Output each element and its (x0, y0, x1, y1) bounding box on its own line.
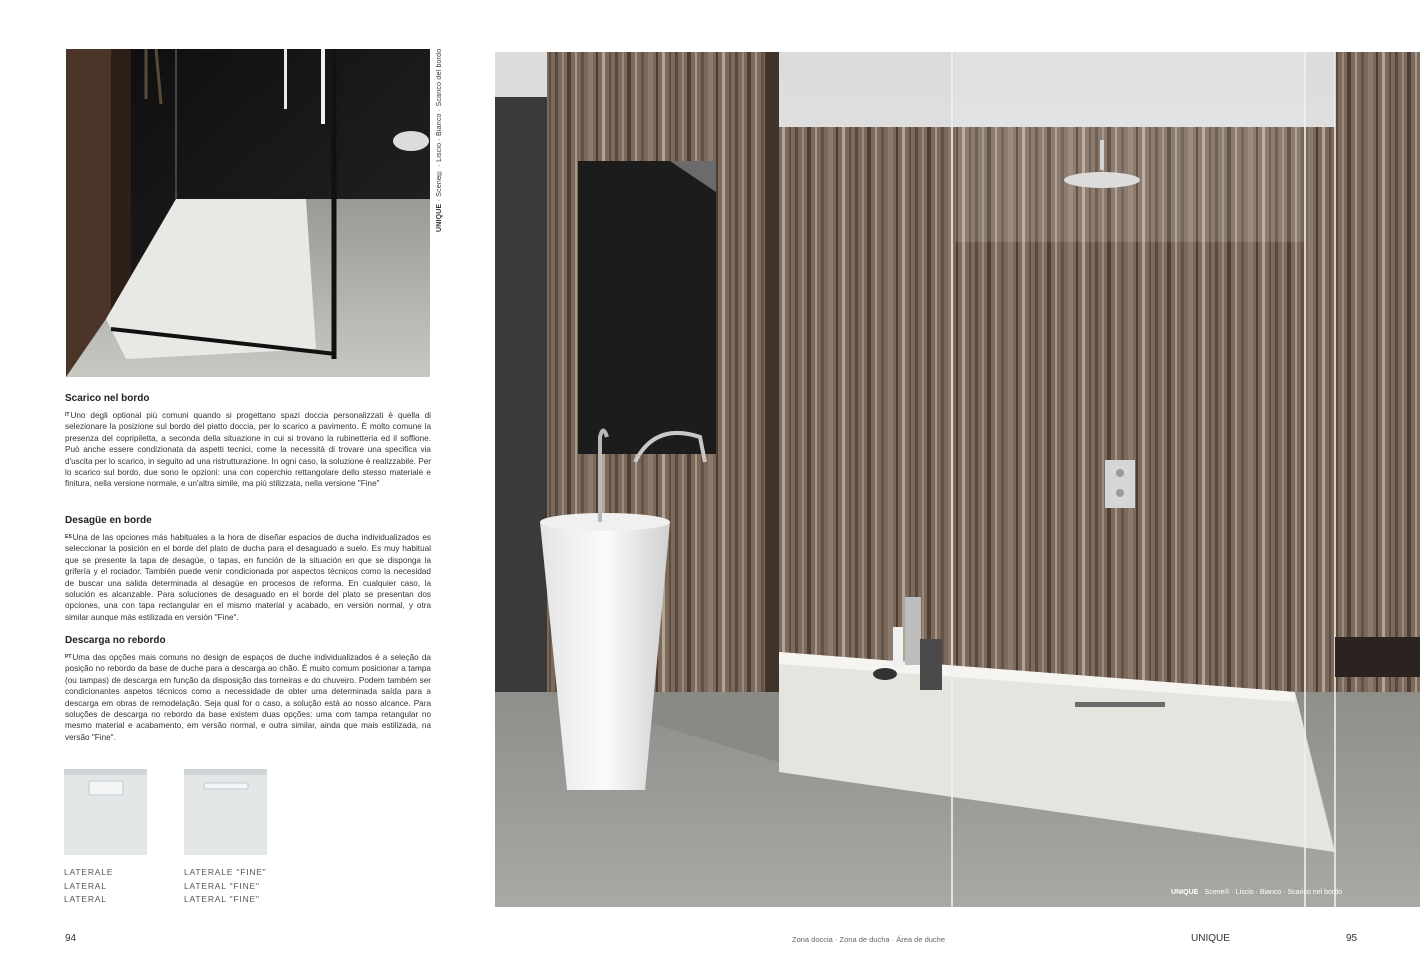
footer-brand: UNIQUE (1191, 933, 1230, 944)
photo-caption-main: UNIQUE · Scene® · Liscio · Bianco · Scarico nel bordo (1171, 889, 1342, 896)
swatch-laterale (64, 769, 147, 855)
bathroom-photo-small (66, 49, 430, 377)
page-number-right: 95 (1346, 933, 1358, 944)
section-spanish (65, 515, 431, 623)
photo-caption-vertical: UNIQUE · Scene® · Liscio · Bianco · Scarico del bordo (436, 49, 443, 233)
swatch-labels-laterale-fine: LATERALE "FINE" LATERAL "FINE" LATERAL "FINE" (184, 867, 267, 904)
section-title-it: Scarico nel bordo (65, 393, 150, 404)
swatch-laterale-fine (184, 769, 267, 855)
footer-section-title: Zona doccia · Zona de ducha · Área de duche (792, 935, 946, 944)
section-body-it: $^{IT}$Uno degli optional più comuni quando si progettano spazi doccia personalizzati è quella di selezionare la posizione sul bordo del piatto doccia, per lo scarico a pavimento. È molto comune la presenza del copripiletta, a seconda della situazione in cui si trovano la rubinetteria ed il soffione. Può anche essere condizionata da aspetti tecnici, come la necessità di trovare una specifica via d'uscita per lo scarico, in seguito ad una ristrutturazione. In ogni caso, la soluzione è realizzabile. Per lo scarico sul bordo, due sono le opzioni: una con coperchio rettangolare dello stesso materiale e finitura, nella versione normale, e un'altra simile, ma più stilizzata, nella versione "Fine" (65, 411, 431, 489)
section-body-es: $^{ES}$Una de las opciones más habituales a la hora de diseñar espacios de ducha individualizados es seleccionar la posición en el borde del plato de ducha para el desaguado a suelo. Es muy habitual que se presente la tapa de desagüe, o tapas, en función de la situación en que se disponga la grifería y el rociador. También puede venir condicionada por aspectos técnicos como la necesidad de buscar una salida determinada al desagüe en procesos de reforma. En cualquier caso, la solución es alcanzable. Para soluciones de desaguado en el borde del plato se presentan dos opciones, una con tapa rectangular en el mismo material y acabado, en versión normal, y otra similar aunque más estilizada en versión "Fine". (65, 533, 431, 622)
section-body-pt: $^{PT}$Uma das opções mais comuns no design de espaços de duche individualizados é a seleção da posição no rebordo da base de duche para a descarga ao chão. É muito comum posicionar a tampa (ou tampas) de descarga em função da disposição das torneiras e do chuveiro. Podem também ser condicionantes aspetos técnicos como a necessidade de obter uma determinada saída para a descarga em obras de remodelação. Seja qual for o caso, a solução está ao nosso alcance. Para soluções de descarga no rebordo da base existem duas opções: uma com tampa retangular no mesmo material e acabamento, em versão normal, e outra similar, ainda que mais estilizada, na versão "Fine". (65, 653, 431, 742)
bathroom-photo-main (495, 52, 1420, 907)
section-title-pt: Descarga no rebordo (65, 635, 166, 646)
section-italian (65, 393, 431, 490)
section-portuguese (65, 635, 431, 743)
swatch-labels-laterale: LATERALE LATERAL LATERAL (64, 867, 114, 904)
page-number-left: 94 (65, 933, 77, 944)
section-title-es: Desagüe en borde (65, 515, 152, 526)
